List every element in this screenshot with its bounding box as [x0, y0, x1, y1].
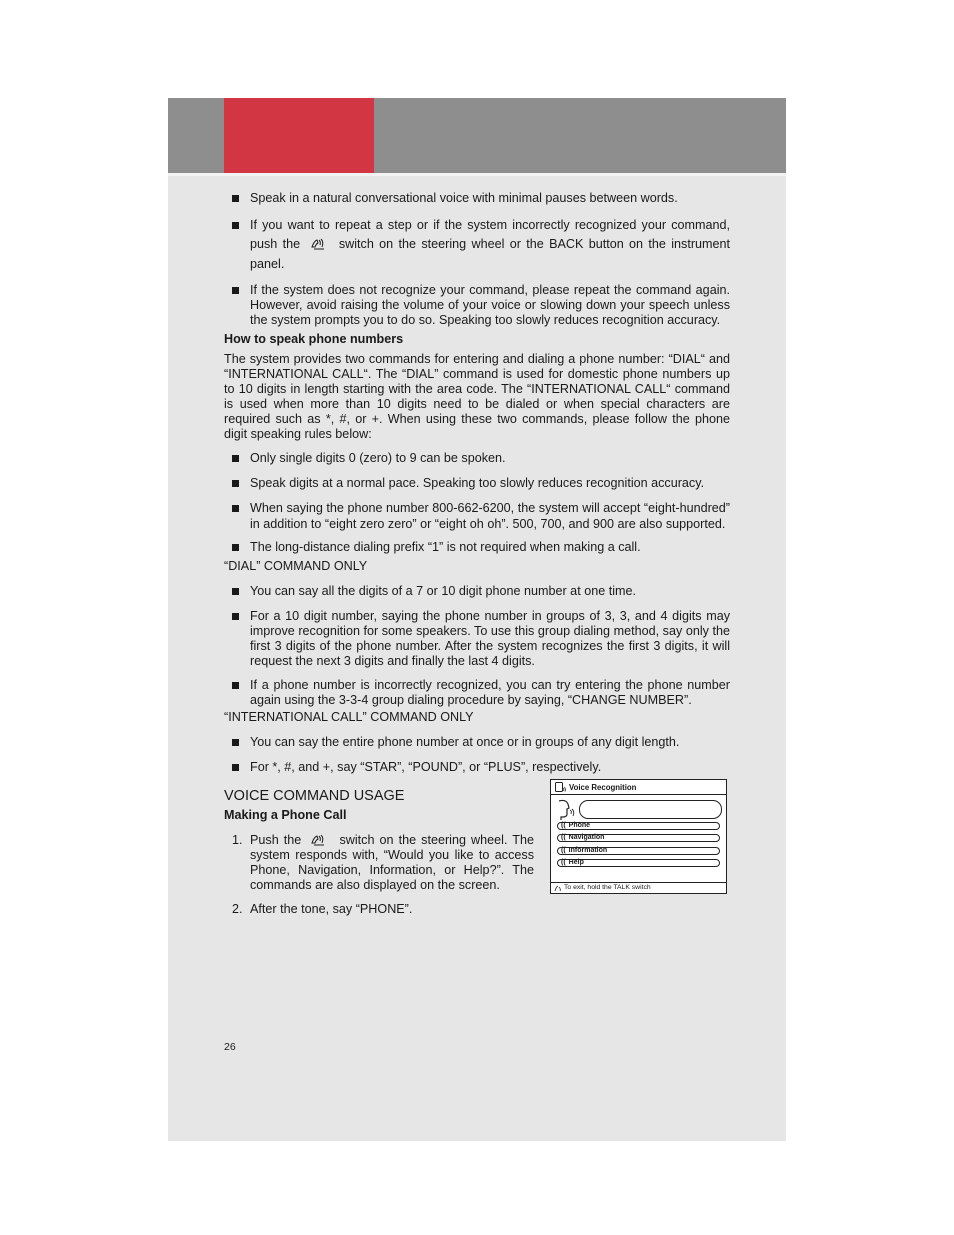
screen-option-label: Information [568, 847, 608, 854]
talk-switch-icon [310, 237, 326, 251]
screen-option-label: Phone [568, 822, 591, 829]
voice-wave-icon: (( [561, 822, 566, 829]
dial-text: You can say all the digits of a 7 or 10 digit phone number at one time. [250, 584, 636, 599]
tip-item [224, 191, 730, 206]
dial-text: For a 10 digit number, saying the phone number in groups of 3, 3, and 4 digits may improve recognition for some speakers. To use this group dialing method, say only the first 3 digits of the phone number. After the system recognizes the first 3 digits, it will request the next 3 digits and finally the last 4 digits. [250, 609, 730, 668]
screen-title [555, 782, 636, 792]
screen-option [557, 847, 720, 855]
header-accent-block [224, 98, 374, 173]
bullet-square-icon [232, 222, 239, 229]
voice-wave-icon: (( [561, 834, 566, 841]
bullet-square-icon [232, 764, 239, 771]
voice-wave-icon: (( [561, 847, 566, 854]
rule-item [224, 451, 730, 466]
talk-switch-small-icon [554, 885, 562, 892]
dial-item [224, 678, 730, 708]
bullet-square-icon [232, 480, 239, 487]
rule-item [224, 540, 730, 555]
screen-footer-divider [551, 882, 726, 883]
bullet-square-icon [232, 544, 239, 551]
section-title: VOICE COMMAND USAGE [224, 788, 405, 805]
step-number: 2. [232, 901, 243, 916]
step-item [224, 902, 534, 917]
screen-option-label: Navigation [568, 834, 605, 841]
tip-text: If the system does not recognize your command, please repeat the command again. However, avoid raising the volume of your voice or slowing down your speech unless the system prompts you to do so. Speaking too slowly reduces recognition accuracy. [250, 283, 730, 328]
making-call-heading: Making a Phone Call [224, 808, 347, 823]
dial-text: If a phone number is incorrectly recognized, you can try entering the phone number again using the 3-3-4 group dialing procedure by saying, “CHANGE NUMBER”. [250, 677, 730, 707]
bullet-square-icon [232, 195, 239, 202]
page-number: 26 [224, 1041, 236, 1053]
step-text: After the tone, say “PHONE”. [250, 901, 413, 916]
tip-text: Speak in a natural conversational voice with minimal pauses between words. [250, 191, 678, 205]
voice-recognition-icon [555, 782, 566, 792]
talk-switch-icon [310, 833, 326, 847]
intl-only-label: “INTERNATIONAL CALL” COMMAND ONLY [224, 710, 474, 725]
prompt-bubble [579, 800, 722, 819]
screen-option [557, 859, 720, 867]
step-number: 1. [232, 832, 243, 847]
step-item [224, 833, 534, 893]
bullet-square-icon [232, 505, 239, 512]
phone-numbers-intro: The system provides two commands for entering and dialing a phone number: “DIAL“ and “INTERNATIONAL CALL“. The “DIAL” command is used for domestic phone numbers up to 10 digits in length starting with the area code. The “INTERNATIONAL CALL“ command is used when more than 10 digits need to be dialed or when special characters are required such as *, #, or +. When using these two commands, please follow the phone digit speaking rules below: [224, 352, 730, 441]
screen-option [557, 822, 720, 830]
screen-footer-text: To exit, hold the TALK switch [564, 884, 651, 891]
dial-item [224, 609, 730, 669]
rule-text: When saying the phone number 800-662-6200, the system will accept “eight-hundred” in addition to “eight zero zero” or “eight oh oh”. 500, 700, and 900 are also supported. [250, 501, 730, 531]
voice-wave-icon: (( [561, 859, 566, 866]
bullet-square-icon [232, 588, 239, 595]
header-divider [168, 173, 786, 176]
tip-item [224, 216, 730, 275]
intl-text: You can say the entire phone number at once or in groups of any digit length. [250, 735, 680, 750]
tip-item [224, 283, 730, 328]
rule-text: The long-distance dialing prefix “1” is not required when making a call. [250, 540, 641, 555]
rule-text: Only single digits 0 (zero) to 9 can be spoken. [250, 451, 506, 466]
screen-title-text: Voice Recognition [569, 782, 637, 792]
bullet-square-icon [232, 455, 239, 462]
screen-option-label: Help [568, 859, 584, 866]
bullet-square-icon [232, 287, 239, 294]
step-text-part2: switch on the steering wheel. The system responds with, “Would you like to access Phone, Navigation, Information, or Help?”. The commands are also displayed on the screen. [250, 832, 535, 892]
intl-item [224, 760, 730, 775]
dial-item [224, 584, 730, 599]
voice-recognition-screen-illustration [550, 779, 727, 894]
dial-only-label: “DIAL” COMMAND ONLY [224, 559, 368, 574]
bullet-square-icon [232, 682, 239, 689]
bullet-square-icon [232, 613, 239, 620]
bullet-square-icon [232, 739, 239, 746]
manual-page [168, 98, 786, 1141]
phone-numbers-heading: How to speak phone numbers [224, 332, 404, 347]
speaker-head-icon [556, 799, 576, 821]
tip-text-part2: switch on the steering wheel or the BACK button on the instrument panel. [250, 237, 731, 271]
screen-footer [554, 884, 651, 892]
rule-item [224, 501, 730, 532]
intl-item [224, 735, 730, 750]
intl-text: For *, #, and +, say “STAR”, “POUND”, or “PLUS”, respectively. [250, 760, 602, 775]
screen-divider [551, 794, 726, 795]
tip-text-part1: If you want to repeat a step or if the system incorrectly recognized your command, push the [250, 217, 730, 252]
rule-text: Speak digits at a normal pace. Speaking too slowly reduces recognition accuracy. [250, 476, 705, 491]
rule-item [224, 476, 730, 491]
screen-option [557, 834, 720, 842]
step-text-part1: Push the [250, 832, 302, 847]
